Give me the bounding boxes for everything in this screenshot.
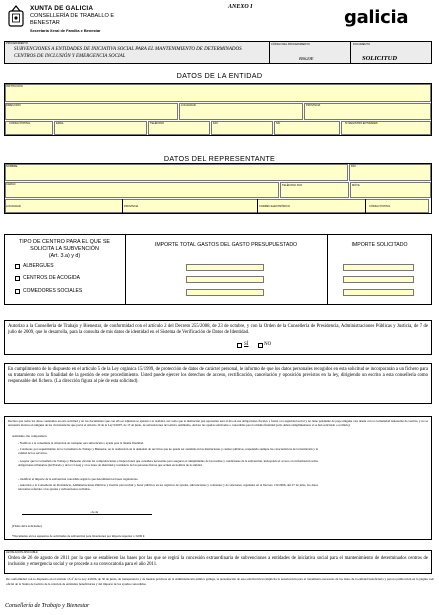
entity-nif-field[interactable] [274, 121, 340, 135]
org-dept-1: CONSELLERÍA DE TRABALLO E [30, 13, 115, 19]
comedores-total-field[interactable] [186, 289, 264, 296]
comedores-checkbox[interactable] [15, 289, 20, 294]
declaration-footnote: *Documento en los supuestos de solicitudes de subvención para inversiones por importe superior a 3.000 € [12, 534, 145, 538]
centers-col1-header-3: (Art. 3.a) y d) [48, 253, 81, 259]
entity-locality-label: LOCALIDAD [181, 104, 196, 107]
albergues-label: ALBERGUES [23, 263, 54, 269]
divider [122, 199, 123, 213]
rep-dni-label: DNI [351, 165, 356, 168]
entity-email-label: EMAIL [56, 122, 64, 125]
entity-province-label: PROVINCIA [306, 104, 321, 107]
entity-phone-label: TELÉFONO [150, 122, 164, 125]
entity-email-field[interactable] [54, 121, 147, 135]
procedure-label: PROCEDIMIENTO [6, 42, 28, 45]
acogida-label: CENTROS DE ACOGIDA [23, 275, 80, 281]
rep-mobile-field[interactable] [350, 182, 431, 198]
institution-field[interactable] [5, 84, 431, 102]
date-line-text: , de de [90, 510, 99, 514]
date-line[interactable] [22, 511, 152, 515]
rep-landline-label: TELÉFONO FIJO [282, 184, 303, 187]
rep-section-title: DATOS DEL REPRESENTANTE [163, 154, 276, 163]
entity-postal-label: CÓDIGO POSTAL [9, 122, 31, 125]
divider [257, 199, 258, 213]
divider [327, 234, 328, 305]
rep-mobile-label: MÓVIL [352, 184, 361, 187]
entity-nif-label: NIF [276, 122, 281, 125]
xunta-logo [5, 4, 27, 28]
entity-fax-field[interactable] [211, 121, 273, 135]
rep-email-label: CORREO ELECTRÓNICO [259, 205, 290, 208]
rep-position-label: CARGO [6, 183, 16, 186]
procedure-code: BS620E [299, 56, 314, 61]
document-type: SOLICITUD [362, 55, 398, 62]
declaration-item-3: - Aceptar que la Consellería de Trabajo y Bienestar efectúe las comprobaciones e inspecciones que considere necesarias para asegurar el cumplimiento de las normas y condiciones de la subvención, incluyendo el acceso a la información sobre obligaciones tributarias (del Estado y de la CCAA) y a los datos de identidad y residencia de las personas físicas que actúen en nombre de la entidad. [18, 459, 318, 468]
declaration-intro: Declaro que todos los datos contenidos en esta solicitud y en los documentos que con ella se adjuntan se ajustan a la realidad, así como que la institución que represento está al día en sus obligaciones fiscales y frente a la seguridad social y no tiene pendiente de pago ninguna otra deuda con la Comunidad Autónoma de Galicia, y no se encuentra incursa en ninguna de las circunstancias que prevé el artículo 10 de la Ley 9/2007, de 13 de junio, de subvenciones de Galicia. Asimismo, declaro las ayudas solicitadas o concedidas para la misma finalidad (sólo deben cumplimentarse si se han solicitado o recibido): [8, 419, 428, 427]
signature-label: (Firma del/a solicitante) [12, 524, 42, 528]
org-dept-2: BENESTAR [30, 20, 60, 26]
centers-col2-header: IMPORTE TOTAL GASTOS DEL GASTO PRESUPUESTADO [154, 242, 298, 248]
entity-locality-field[interactable] [179, 103, 303, 120]
rep-name-label: NOMBRE [6, 165, 18, 168]
rep-dni-field[interactable] [349, 164, 431, 181]
coat-of-arms-icon [5, 4, 27, 28]
document-label: DOCUMENTO [353, 43, 370, 46]
divider [365, 199, 366, 213]
entity-address-label: DIRECCIÓN [6, 104, 21, 107]
comedores-requested-field[interactable] [343, 289, 414, 296]
centers-col3-header: IMPORTE SOLICITADO [351, 242, 408, 248]
divider [350, 41, 351, 64]
declaration-item-4: - Justificar el importe de la subvención concedida según lo que determinan las bases reguladoras. [18, 477, 139, 481]
galicia-logo: galicia [344, 7, 409, 28]
footer-signoff: Consellería de Trabajo y Bienestar [5, 603, 90, 609]
legislation-label: LEXISLACIÓN APLICABLE [6, 551, 38, 554]
albergues-total-field[interactable] [186, 264, 264, 271]
annex-label: ANEXO I [228, 4, 253, 10]
divider [125, 234, 126, 305]
acogida-requested-field[interactable] [343, 276, 414, 283]
procedure-code-label: CÓDIGO DEL PROCEDIMIENTO [271, 43, 310, 46]
institution-label: INSTITUCIÓN [6, 85, 23, 88]
rep-name-field[interactable] [5, 164, 348, 181]
authorization-yes-checkbox[interactable] [237, 343, 242, 348]
divider [269, 41, 270, 64]
entity-address-field[interactable] [5, 103, 178, 120]
rep-postal-label: CÓDIGO POSTAL [369, 205, 391, 208]
org-name: XUNTA DE GALICIA [30, 5, 94, 12]
procedure-title: SUBVENCIONES A ENTIDADES DE INICIATIVA SOCIAL PARA EL MANTENIMIENTO DE DETERMINADOS CENTROS DE INCLUSIÓN Y EMERGENCIA SOCIAL [14, 47, 242, 59]
entity-province-field[interactable] [304, 103, 431, 120]
declaration-item-5: - Autorizar a la Consellería de Presidencia, Administraciones Públicas y Justicia para incluir y hacer públicos en los registros de ayudas, subvenciones y convenios y de sanciones, regulados en el Decreto 132/2006, del 27 de julio, los datos relevantes referidos a las ayudas y subvenciones recibidas. [18, 483, 318, 492]
centers-col1-header-2: SOLICITA LA SUBVENCIÓN [30, 246, 99, 252]
albergues-requested-field[interactable] [343, 264, 414, 271]
albergues-checkbox[interactable] [15, 264, 20, 269]
entity-fax-label: FAX [213, 122, 218, 125]
declaration-commit: Asimismo, me comprometo: [12, 434, 48, 438]
acogida-checkbox[interactable] [15, 276, 20, 281]
centers-col1-header-1: TIPO DE CENTRO PARA EL QUE SE [18, 239, 111, 245]
rep-province-label: PROVINCIA [124, 205, 139, 208]
org-secretariat: Secretaría Xeral de Familia e Benestar [30, 28, 101, 33]
acogida-total-field[interactable] [186, 276, 264, 283]
footer-text: De conformidad con lo dispuesto en el artículo 13.4º de la Ley 4/2006, de 30 de junio, de transparencia y de buenas prácticas en la Administración pública gallega, la presentación de esta solicitud lleva implícita la autorización para el tratamiento necesario de los datos de la entidad beneficiaria y para la publicación en la página web oficial de la Xunta de Galicia de la relación de entidades beneficiarias y del importe de las ayudas concedidas. [6, 577, 434, 586]
authorization-no-label: NO [264, 342, 272, 347]
declaration-item-2: - Colaborar, por requerimiento de la Consellería de Trabajo y Bienestar, en la realización de la demanda de servicios que no pueda ser atendida en las instituciones y centros públicos, respetando siempre las características de la institución y la calidad de los servicios. [18, 447, 318, 456]
authorization-text: Autorizo a la Consellería de Trabajo y Bienestar, de conformidad con el artículo 2 del Decreto 255/2008, de 23 de octubre, y con la Orden de la Consellería de Presidencia, Administraciones Públicas y Justicia, de 7 de julio de 2009, que lo desarrolla, para la consulta de mis datos de identidad en el Sistema de Verificación de Datos de Identidad. [8, 324, 428, 336]
rep-locality-label: LOCALIDAD [6, 205, 21, 208]
declaration-item-1: - Notificar a la consellería la obtención de cualquier otra subvención o ayuda para la misma finalidad. [18, 441, 144, 445]
legislation-text: Orden de 26 de agosto de 2011 por la que se establecen las bases por las que se regirá la concesión extraordinaria de subvenciones a entidades de iniciativa social para el mantenimiento de determinados centros de inclusión y emergencia social y se procede a su convocatoria para el año 2011. [8, 556, 428, 568]
entity-registry-label: Nº REGISTRO ENTIDADES [345, 122, 378, 125]
authorization-yes-label: SÍ [244, 342, 249, 347]
comedores-label: COMEDORES SOCIALES [23, 288, 83, 294]
authorization-no-checkbox[interactable] [258, 343, 263, 348]
entity-section-title: DATOS DE LA ENTIDAD [176, 71, 263, 80]
privacy-text: En cumplimiento de lo dispuesto en el artículo 5 de la Ley orgánica 15/1999, de protección de datos de carácter personal, le informo de que los datos personales recogidos en esta solicitud se incorporarán a un fichero para su tratamiento con la finalidad de la gestión de este procedimiento. Usted puede ejercer los derechos de acceso, rectificación, cancelación y oposición previstos en la ley, dirigiendo un escrito a esta consellería como responsable del fichero. (La dirección figura al pie de esta solicitud). [8, 367, 428, 385]
rep-position-field[interactable] [5, 182, 279, 198]
